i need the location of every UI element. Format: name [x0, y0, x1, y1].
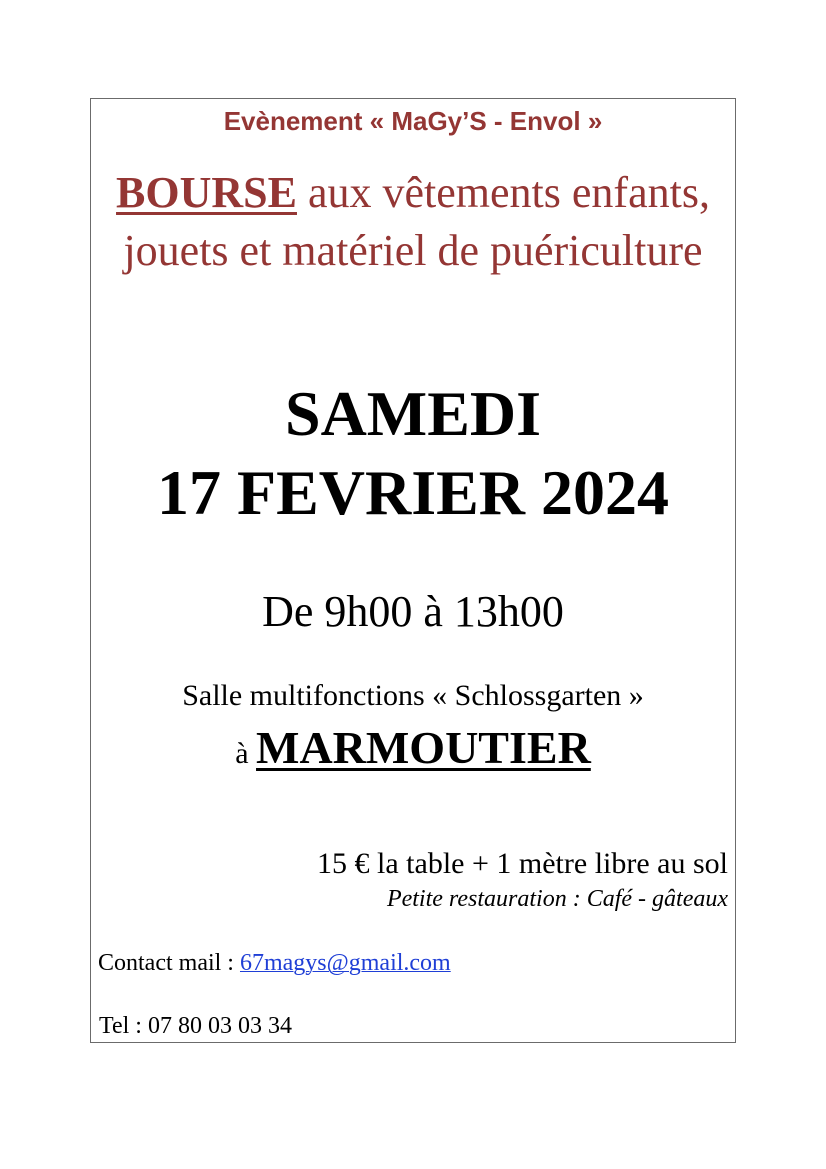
city-line	[0, 718, 826, 784]
table-price: 15 € la table + 1 mètre libre au sol	[317, 847, 728, 880]
contact-label: Contact mail :	[98, 950, 240, 976]
title-keyword: BOURSE	[116, 168, 297, 217]
contact-email-link[interactable]: 67magys@gmail.com	[239, 950, 451, 976]
phone-line: Tel : 07 80 03 03 34	[99, 1013, 292, 1039]
city-prefix: à	[235, 737, 257, 770]
catering-note: Petite restauration : Café - gâteaux	[386, 886, 728, 912]
event-day: SAMEDI	[284, 378, 542, 449]
contact-line	[98, 947, 451, 979]
event-city: MARMOUTIER	[256, 722, 591, 773]
event-name: Evènement « MaGy’S - Envol »	[223, 106, 603, 136]
event-venue: Salle multifonctions « Schlossgarten »	[182, 679, 644, 712]
title-description: aux vêtements enfants, jouets et matériel de puériculture	[123, 168, 710, 275]
event-hours: De 9h00 à 13h00	[262, 587, 564, 636]
flyer-title	[96, 164, 730, 280]
event-date: 17 FEVRIER 2024	[156, 457, 670, 528]
